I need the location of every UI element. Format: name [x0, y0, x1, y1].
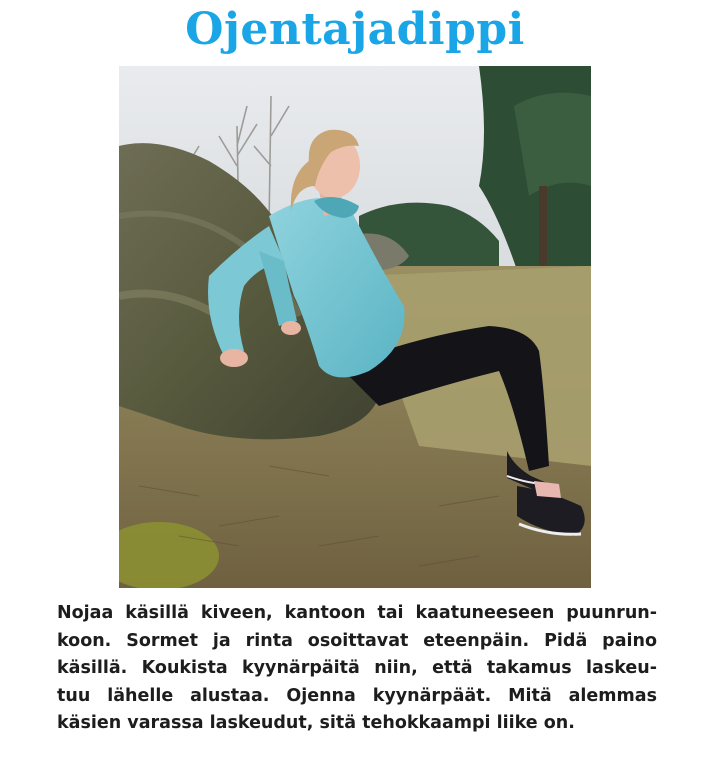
- exercise-photo: [119, 66, 591, 588]
- description-line: tuu lähelle alustaa. Ojenna kyynärpäät. Mitä alemmas: [57, 685, 657, 706]
- description-line: käsien varassa laskeudut, sitä tehokkaampi liike on.: [57, 713, 575, 734]
- description-line: Nojaa käsillä kiveen, kantoon tai kaatuneeseen puunrun-: [57, 603, 657, 623]
- page-title: Ojentajadippi: [185, 4, 525, 55]
- description-line: koon. Sormet ja rinta osoittavat eteenpäin. Pidä paino: [57, 630, 657, 651]
- exercise-description: [57, 600, 657, 738]
- description-line: käsillä. Koukista kyynärpäitä niin, että takamus laskeu-: [57, 658, 657, 679]
